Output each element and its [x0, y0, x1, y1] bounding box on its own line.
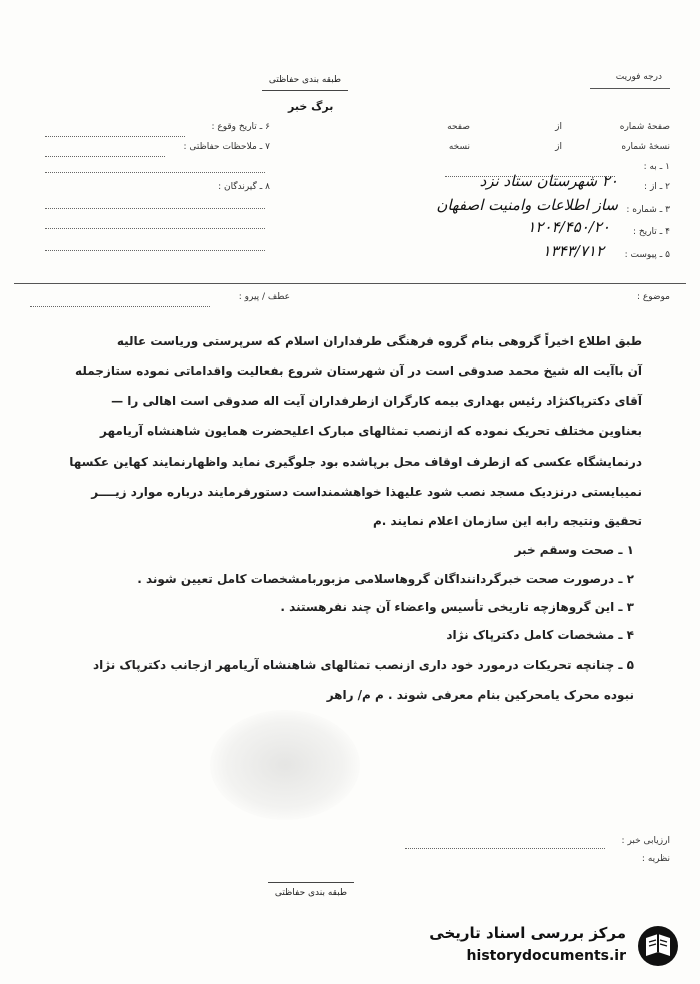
security-notes-label: ۷ ـ ملاحظات حفاظتی :	[183, 142, 270, 152]
number-label: ۳ ـ شماره :	[626, 205, 670, 215]
number-value: ساز اطلاعات وامنیت اصفهان	[436, 196, 618, 214]
item-1: ۱ ـ صحت وسقم خبر	[514, 543, 634, 557]
classification-bottom: طبقه بندی حفاظتی	[268, 882, 354, 903]
from-value: ۲۰ شهرستان ستاد نزد	[479, 172, 618, 190]
page-of-label: از	[555, 122, 562, 132]
to-label: ۱ ـ به :	[643, 162, 670, 172]
copy-of-label: از	[555, 142, 562, 152]
form-title: برگ خبر	[288, 100, 334, 113]
evaluation-line	[405, 848, 605, 849]
reference-line	[30, 306, 210, 307]
body-line-2: آن باآیت اله شیخ محمد صدوقی است در آن شهرستان شروع بفعالیت واقداماتی نموده ستازجمله	[75, 364, 642, 378]
item-3: ۳ ـ این گروهازچه تاریخی تأسیس واعضاء آن چند نفرهستند .	[280, 600, 634, 614]
date-value: ۱۲۰۴/۴۵۰/۲۰	[527, 218, 610, 236]
date-label: ۴ ـ تاریخ :	[632, 227, 670, 237]
priority-label: درجه فوریت	[615, 72, 662, 82]
classification-top: طبقه بندی حفاظتی	[262, 70, 348, 91]
body-line-1: طبق اطلاع اخیراً گروهی بنام گروه فرهنگی طرفداران اسلام که سرپرستی وریاست عالیه	[116, 334, 642, 348]
attachment-value: ۱۳۴۳/۷۱۲	[542, 242, 604, 260]
faded-stamp	[210, 710, 360, 820]
recipients-label: ۸ ـ گیرندگان :	[218, 182, 270, 192]
blank-line-1	[45, 172, 265, 173]
item-5-continued: نبوده محرک یامحرکین بنام معرفی شوند . م م/ راهر	[326, 688, 634, 702]
security-notes-line	[45, 156, 165, 157]
priority-underline	[590, 88, 670, 89]
item-2: ۲ ـ درصورت صحت خبرگرداننداگان گروهاسلامی مزبوربامشخصات کامل تعیین شوند .	[137, 572, 634, 586]
book-logo-icon	[634, 924, 682, 968]
from-label: ۲ ـ از :	[644, 182, 670, 192]
copy-unit-label: نسخه	[448, 142, 470, 152]
attachment-label: ۵ ـ پیوست :	[624, 250, 670, 260]
body-line-4: بعناوین مختلف تحریک نموده که ازنصب تمثالهای مبارک اعلیحضرت همایون شاهنشاه آریامهر	[100, 424, 642, 438]
reference-label: عطف / پیرو :	[238, 292, 290, 302]
evaluation-label: ارزیابی خبر :	[621, 836, 670, 846]
subject-label: موضوع :	[636, 292, 670, 302]
body-line-7: تحقیق ونتیجه رابه این سازمان اعلام نمایند .م	[372, 514, 642, 528]
recipients-line-3	[45, 250, 265, 251]
page-unit-label: صفحه	[447, 122, 470, 132]
occurrence-date-label: ۶ ـ تاریخ وقوع :	[211, 122, 270, 132]
item-5: ۵ ـ چنانچه تحریکات درمورد خود داری ازنصب تمثالهای شاهنشاه آریامهر ازجانب دکترپاک نژاد	[92, 658, 634, 672]
page-number-label: صفحهٔ شماره	[619, 122, 670, 132]
body-line-3: آقای دکترپاکنژاد رئیس بهداری بیمه کارگران ازطرفداران آیت اله صدوقی است اهالی را —	[111, 394, 642, 408]
watermark	[418, 922, 688, 974]
copy-number-label: نسخهٔ شماره	[621, 142, 670, 152]
recipients-line-1	[45, 208, 265, 209]
subject-separator	[14, 283, 686, 284]
body-line-5: درنمایشگاه عکسی که ازطرف اوقاف محل برپاشده بود جلوگیری نماید واظهارنمایند کهاین عکسها	[69, 455, 642, 469]
item-4: ۴ ـ مشخصات کامل دکترپاک نژاد	[446, 628, 634, 642]
occurrence-date-line	[45, 136, 185, 137]
opinion-label: نظریه :	[641, 854, 670, 864]
watermark-url: historydocuments.ir	[466, 948, 626, 964]
body-line-6: نمیبایستی درنزدیک مسجد نصب شود علیهذا خواهشمنداست دستورفرمایند درباره موارد زیــــر	[91, 485, 642, 499]
watermark-title: مرکز بررسی اسناد تاریخی	[429, 924, 626, 942]
recipients-line-2	[45, 228, 265, 229]
